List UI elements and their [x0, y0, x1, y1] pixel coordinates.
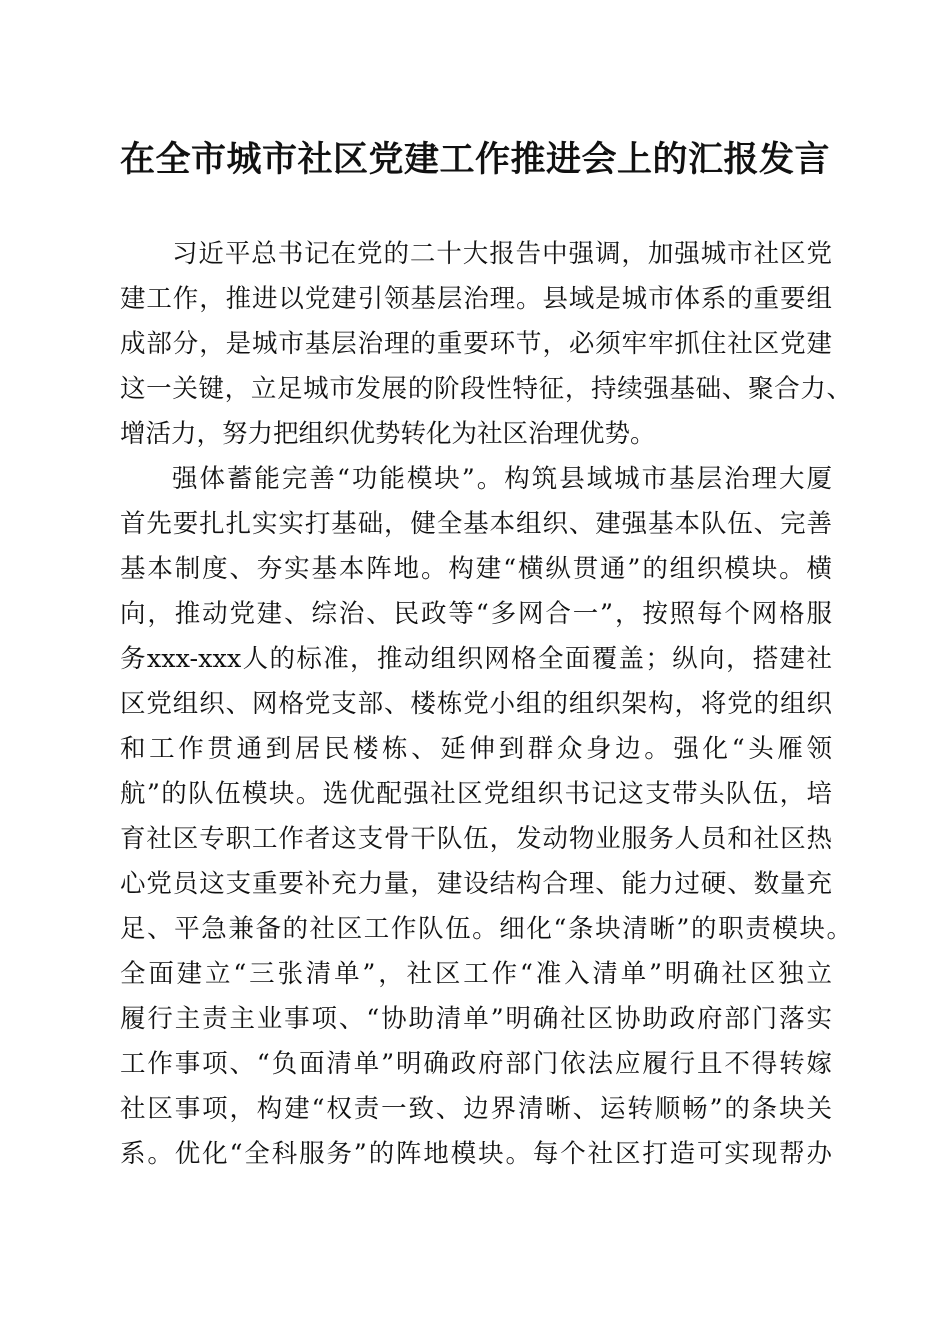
paragraph-line: 和工作贯通到居民楼栋、延伸到群众身边。强化“头雁领 [120, 734, 832, 764]
paragraph-line: 这一关键，立足城市发展的阶段性特征，持续强基础、聚合力、 [120, 374, 852, 404]
paragraph-line: 心党员这支重要补充力量，建设结构合理、能力过硬、数量充 [120, 869, 832, 899]
paragraph-line: 履行主责主业事项、“协助清单”明确社区协助政府部门落实 [120, 1004, 832, 1034]
paragraph-line: 首先要扎扎实实打基础，健全基本组织、建强基本队伍、完善 [120, 509, 832, 539]
paragraph-line: 航”的队伍模块。选优配强社区党组织书记这支带头队伍，培 [120, 779, 832, 809]
paragraph-line: 务xxx-xxx人的标准，推动组织网格全面覆盖；纵向，搭建社 [120, 644, 832, 674]
paragraph-line: 社区事项，构建“权责一致、边界清晰、运转顺畅”的条块关 [120, 1094, 832, 1124]
paragraph-line: 向，推动党建、综治、民政等“多网合一”，按照每个网格服 [120, 599, 832, 629]
paragraph-line: 强体蓄能完善“功能模块”。构筑县域城市基层治理大厦 [172, 464, 832, 494]
paragraph-line: 建工作，推进以党建引领基层治理。县域是城市体系的重要组 [120, 284, 832, 314]
paragraph-line: 基本制度、夯实基本阵地。构建“横纵贯通”的组织模块。横 [120, 554, 832, 584]
paragraph-line: 系。优化“全科服务”的阵地模块。每个社区打造可实现帮办 [120, 1139, 832, 1169]
paragraph-line: 习近平总书记在党的二十大报告中强调，加强城市社区党 [172, 239, 832, 269]
page-title: 在全市城市社区党建工作推进会上的汇报发言 [119, 139, 830, 180]
paragraph-line: 育社区专职工作者这支骨干队伍，发动物业服务人员和社区热 [120, 824, 832, 854]
paragraph-line: 足、平急兼备的社区工作队伍。细化“条块清晰”的职责模块。 [120, 914, 852, 944]
paragraph-line: 全面建立“三张清单”，社区工作“准入清单”明确社区独立 [120, 959, 832, 989]
paragraph-line: 成部分，是城市基层治理的重要环节，必须牢牢抓住社区党建 [120, 329, 832, 359]
paragraph-line: 工作事项、“负面清单”明确政府部门依法应履行且不得转嫁 [120, 1049, 832, 1079]
paragraph-line: 增活力，努力把组织优势转化为社区治理优势。 [120, 419, 656, 449]
paragraph-line: 区党组织、网格党支部、楼栋党小组的组织架构，将党的组织 [120, 689, 832, 719]
